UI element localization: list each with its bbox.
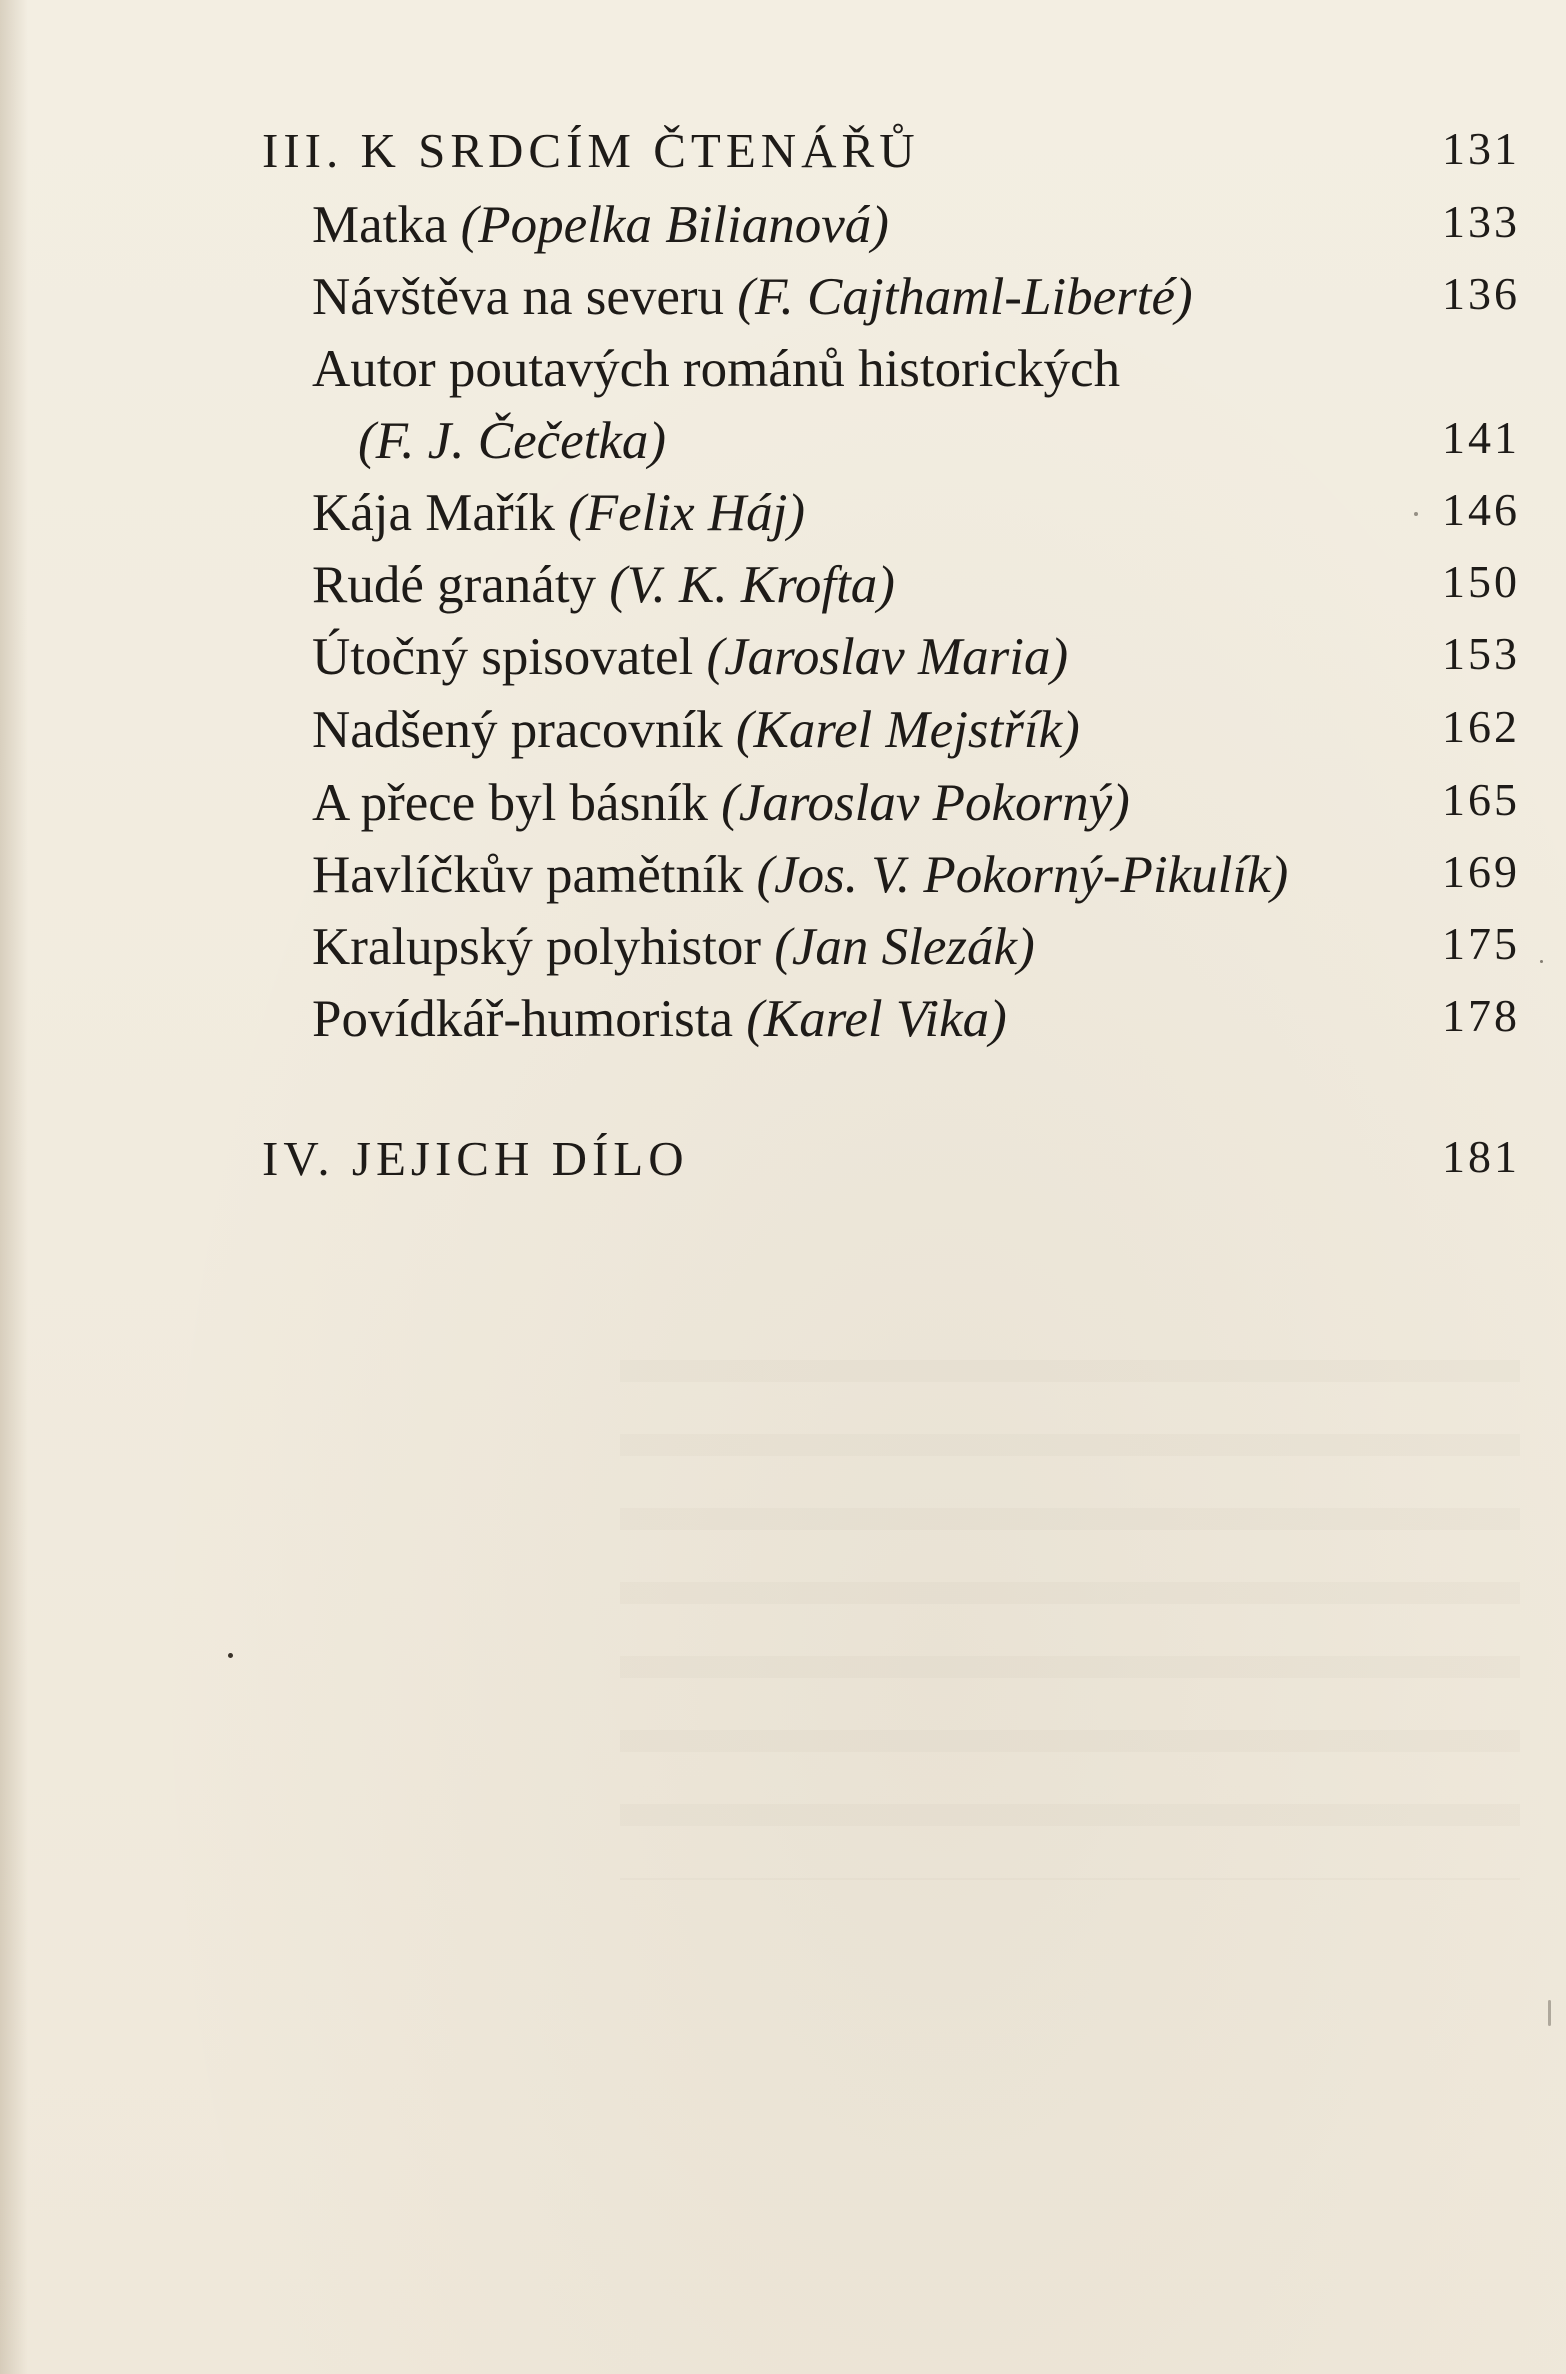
toc-entry — [0, 339, 1566, 411]
entry-page-number: 178 — [1442, 990, 1520, 1041]
entry-title — [312, 989, 1007, 1049]
entry-title — [312, 267, 1193, 327]
entry-text: Povídkář-humorista — [312, 990, 747, 1048]
entry-page-number: 146 — [1442, 484, 1520, 535]
paper-speck — [1540, 960, 1543, 963]
entry-title — [312, 627, 1068, 687]
paper-speck — [1414, 512, 1418, 516]
paper-mark — [1548, 2000, 1551, 2026]
paper-speck — [228, 1653, 233, 1658]
entry-page-number: 141 — [1442, 412, 1520, 463]
entry-text: Kralupský polyhistor — [312, 918, 775, 976]
entry-page-number: 133 — [1442, 196, 1520, 247]
entry-page-number: 169 — [1442, 846, 1520, 897]
entry-title — [312, 700, 1080, 760]
entry-text: Rudé granáty — [312, 556, 610, 614]
entry-page-number: 165 — [1442, 774, 1520, 825]
entry-author: (F. Cajthaml-Liberté) — [737, 268, 1193, 326]
toc-entry — [0, 773, 1566, 845]
entry-page-number: 153 — [1442, 628, 1520, 679]
entry-author: (Jaroslav Maria) — [706, 628, 1069, 686]
toc-entry — [0, 845, 1566, 917]
toc-entry — [0, 989, 1566, 1061]
entry-text: Kája Mařík — [312, 484, 569, 542]
entry-author: (Popelka Bilianová) — [460, 196, 889, 254]
entry-page-number: 136 — [1442, 268, 1520, 319]
entry-title — [312, 773, 1130, 833]
toc-entry — [0, 917, 1566, 989]
entry-title — [312, 845, 1288, 905]
entry-text: Autor poutavých románů historických — [312, 340, 1121, 398]
entry-text: Matka — [312, 196, 461, 254]
section-title: IV. JEJICH DÍLO — [262, 1131, 689, 1186]
toc-entry — [0, 195, 1566, 267]
entry-author: (Felix Háj) — [568, 484, 805, 542]
entry-author: (Jos. V. Pokorný-Pikulík) — [756, 846, 1289, 904]
toc-entry — [0, 411, 1566, 483]
toc-entry — [0, 483, 1566, 555]
entry-text: A přece byl básník — [312, 774, 722, 832]
section-title: III. K SRDCÍM ČTENÁŘŮ — [262, 123, 920, 178]
entry-page-number: 175 — [1442, 918, 1520, 969]
toc-entry — [0, 700, 1566, 772]
entry-title-continuation — [358, 411, 666, 471]
section-page-number: 131 — [1442, 123, 1520, 174]
section-heading-row — [0, 1130, 1566, 1202]
entry-author: (Jaroslav Pokorný) — [721, 774, 1130, 832]
entry-page-number: 162 — [1442, 701, 1520, 752]
entry-text: Havlíčkův pamětník — [312, 846, 757, 904]
entry-title — [312, 483, 805, 543]
entry-author: (Jan Slezák) — [774, 918, 1035, 976]
entry-title — [312, 917, 1035, 977]
section-page-number: 181 — [1442, 1131, 1520, 1182]
show-through-text — [620, 1360, 1520, 1880]
entry-title — [312, 339, 1120, 399]
entry-author: (V. K. Krofta) — [609, 556, 895, 614]
toc-entry — [0, 267, 1566, 339]
entry-author: (F. J. Čečetka) — [358, 412, 667, 470]
entry-text: Nadšený pracovník — [312, 701, 736, 759]
entry-title — [312, 195, 889, 255]
entry-text: Útočný spisovatel — [312, 628, 707, 686]
entry-author: (Karel Vika) — [746, 990, 1007, 1048]
entry-page-number: 150 — [1442, 556, 1520, 607]
entry-title — [312, 555, 895, 615]
toc-entry — [0, 627, 1566, 699]
entry-author: (Karel Mejstřík) — [735, 701, 1080, 759]
section-heading-row — [0, 122, 1566, 194]
toc-entry — [0, 555, 1566, 627]
entry-text: Návštěva na severu — [312, 268, 738, 326]
